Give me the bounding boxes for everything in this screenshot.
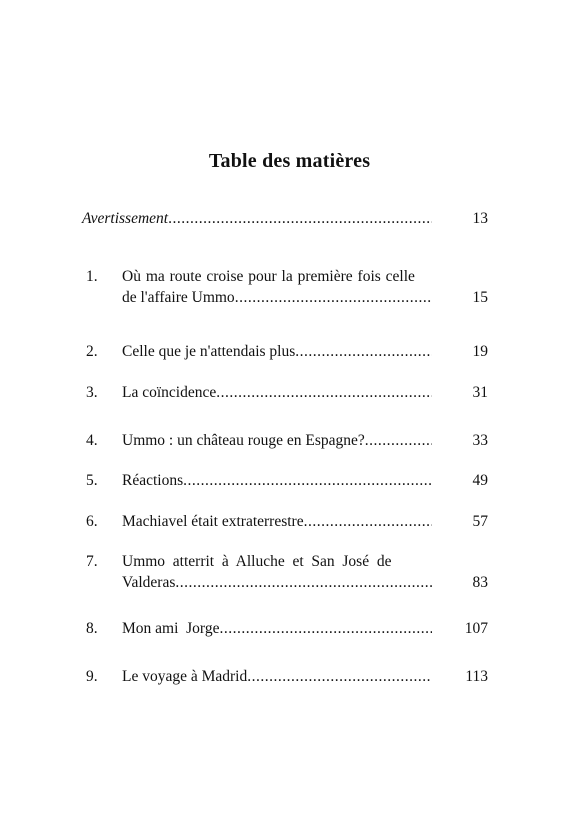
page-number: 19 — [472, 343, 488, 360]
dot-leader — [216, 382, 432, 403]
page-number: 107 — [464, 620, 488, 637]
chapter-number: 7. — [86, 553, 98, 570]
entry-label: Ummo : un château rouge en Espagne? — [122, 432, 365, 449]
dot-leader — [235, 287, 432, 308]
page-number: 13 — [472, 210, 488, 227]
chapter-number: 4. — [86, 432, 98, 449]
page-number: 49 — [472, 472, 488, 489]
entry-label-line-2: Valderas — [122, 574, 176, 591]
dot-leader — [247, 666, 432, 687]
entry-label: Mon ami Jorge — [122, 620, 220, 637]
entry-label: Avertissement — [82, 210, 169, 227]
entry-label: La coïncidence — [122, 384, 217, 401]
entry-label: Machiavel était extraterrestre — [122, 513, 304, 530]
page-number: 57 — [472, 513, 488, 530]
entry-label-line-2: de l'affaire Ummo — [122, 289, 235, 306]
page-number: 113 — [465, 668, 488, 685]
chapter-number: 3. — [86, 384, 98, 401]
entry-label: Le voyage à Madrid — [122, 668, 248, 685]
page-number: 15 — [472, 289, 488, 306]
dot-leader — [295, 341, 432, 362]
page-number: 31 — [472, 384, 488, 401]
entry-label: Celle que je n'attendais plus — [122, 343, 296, 360]
page-title: Table des matières — [208, 150, 371, 172]
dot-leader — [168, 208, 432, 229]
chapter-number: 5. — [86, 472, 98, 489]
chapter-number: 8. — [86, 620, 98, 637]
dot-leader — [183, 470, 432, 491]
dot-leader — [304, 511, 432, 532]
chapter-number: 6. — [86, 513, 98, 530]
page-number: 33 — [472, 432, 488, 449]
entry-label-line-1: Où ma route croise pour la première fois celle — [122, 268, 415, 285]
chapter-number: 9. — [86, 668, 98, 685]
page-number: 83 — [472, 574, 488, 591]
chapter-number: 1. — [86, 268, 98, 285]
entry-label-line-1: Ummo atterrit à Alluche et San José de — [122, 553, 392, 570]
dot-leader — [365, 430, 432, 451]
dot-leader — [219, 618, 432, 639]
chapter-number: 2. — [86, 343, 98, 360]
entry-label: Réactions — [122, 472, 184, 489]
dot-leader — [175, 572, 432, 593]
